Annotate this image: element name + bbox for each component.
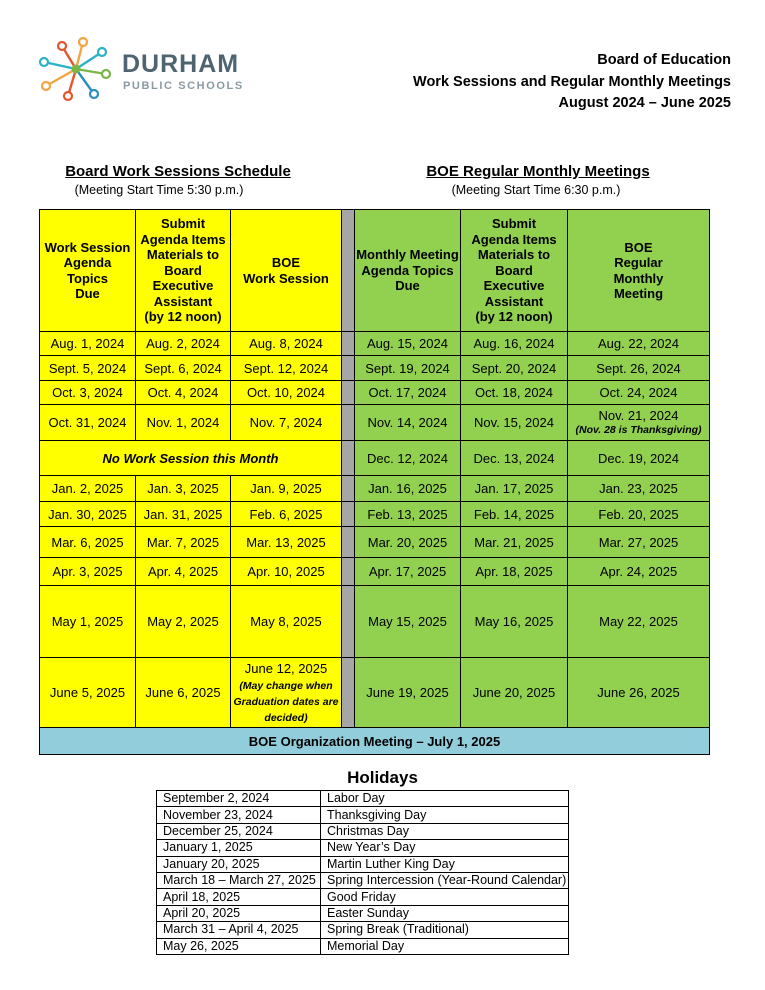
document-header [413, 50, 731, 115]
no-work-session-label: No Work Session this Month [102, 450, 279, 466]
monthly-meeting-date-cell [355, 441, 461, 476]
work-session-date-cell [40, 558, 136, 586]
column-divider [342, 210, 355, 332]
work-session-date-cell [40, 476, 136, 502]
holiday-name: Memorial Day [321, 938, 569, 954]
monthly-meeting-date-cell [461, 476, 568, 502]
date-text: Oct. 24, 2024 [599, 385, 678, 400]
monthly-meeting-date-cell [355, 586, 461, 658]
work-session-date-cell [231, 558, 342, 586]
date-text: Oct. 3, 2024 [52, 385, 123, 400]
date-text: Apr. 10, 2025 [247, 564, 325, 579]
date-text: Mar. 6, 2025 [51, 534, 124, 550]
holiday-name: Labor Day [321, 791, 569, 807]
work-session-date-cell [136, 527, 231, 558]
date-text: Nov. 21, 2024 [598, 408, 679, 423]
col-header-ws-due: Work Session Agenda Topics Due [40, 210, 136, 332]
monthly-meeting-date-cell [355, 356, 461, 381]
date-text: Mar. 21, 2025 [474, 534, 554, 550]
date-text: Sept. 6, 2024 [144, 360, 222, 376]
monthly-meeting-date-cell [568, 527, 710, 558]
holiday-row [157, 856, 569, 872]
monthly-meetings-title: BOE Regular Monthly Meetings [426, 163, 650, 180]
monthly-meeting-date-cell [568, 586, 710, 658]
monthly-meeting-date-cell [355, 405, 461, 441]
work-session-date-cell [136, 381, 231, 405]
date-text: May 1, 2025 [51, 614, 124, 629]
date-text: Jan. 17, 2025 [474, 481, 554, 496]
column-divider [342, 441, 355, 476]
date-text: Nov. 14, 2024 [367, 415, 448, 430]
table-row [40, 527, 710, 558]
date-text: Aug. 2, 2024 [146, 336, 220, 351]
work-session-date-cell [136, 332, 231, 356]
date-text: Nov. 7, 2024 [249, 415, 323, 430]
organization-meeting-label: BOE Organization Meeting – July 1, 2025 [248, 733, 501, 749]
date-text: Dec. 19, 2024 [598, 450, 679, 466]
work-session-date-cell [136, 405, 231, 441]
table-row [40, 381, 710, 405]
schedule-table [39, 209, 710, 755]
holiday-name: Good Friday [321, 889, 569, 905]
work-session-date-cell [40, 405, 136, 441]
date-text: May 8, 2025 [250, 614, 322, 629]
monthly-meeting-date-cell [355, 558, 461, 586]
monthly-meeting-date-cell [461, 527, 568, 558]
holiday-date: May 26, 2025 [157, 938, 321, 954]
holiday-name: Christmas Day [321, 823, 569, 839]
date-text: Jan. 9, 2025 [250, 481, 322, 496]
date-text: May 16, 2025 [474, 614, 554, 629]
monthly-meeting-date-cell [355, 381, 461, 405]
date-text: Sept. 20, 2024 [471, 360, 557, 376]
holiday-row [157, 823, 569, 839]
date-text: Apr. 17, 2025 [368, 564, 447, 579]
date-text: Mar. 20, 2025 [367, 534, 448, 550]
holiday-row [157, 840, 569, 856]
date-text: Sept. 12, 2024 [243, 360, 329, 376]
date-text: Apr. 3, 2025 [52, 564, 123, 579]
work-session-date-cell [231, 658, 342, 728]
date-text: Mar. 27, 2025 [598, 534, 679, 550]
date-text: Sept. 5, 2024 [48, 360, 127, 376]
column-divider [342, 527, 355, 558]
monthly-meeting-date-cell [355, 476, 461, 502]
date-text: June 6, 2025 [145, 685, 221, 700]
holidays-table [156, 790, 569, 955]
date-text: Aug. 1, 2024 [50, 336, 125, 351]
column-divider [342, 356, 355, 381]
date-text: June 20, 2025 [472, 685, 556, 700]
holiday-date: November 23, 2024 [157, 807, 321, 823]
holiday-date: April 18, 2025 [157, 889, 321, 905]
column-divider [342, 658, 355, 728]
col-header-ws-boe: BOE Work Session [231, 210, 342, 332]
logo-subtitle: PUBLIC SCHOOLS [123, 80, 244, 92]
date-text: Oct. 17, 2024 [368, 385, 447, 400]
work-session-date-cell [231, 527, 342, 558]
monthly-meeting-date-cell [568, 356, 710, 381]
date-text: Apr. 24, 2025 [599, 564, 678, 579]
holiday-date: January 1, 2025 [157, 840, 321, 856]
work-session-date-cell [231, 586, 342, 658]
col-header-mm-due: Monthly Meeting Agenda Topics Due [355, 210, 461, 332]
table-row [40, 558, 710, 586]
date-text: Oct. 10, 2024 [246, 385, 326, 400]
header-line-3: August 2024 – June 2025 [558, 95, 731, 111]
monthly-meeting-date-cell [568, 558, 710, 586]
network-logo-icon [38, 36, 114, 102]
date-text: Mar. 7, 2025 [146, 534, 220, 550]
date-text: Oct. 31, 2024 [48, 415, 127, 430]
date-text: May 22, 2025 [599, 614, 678, 629]
column-divider [342, 502, 355, 527]
work-session-date-cell [231, 405, 342, 441]
organization-meeting-cell [40, 728, 710, 755]
holiday-date: December 25, 2024 [157, 823, 321, 839]
monthly-meeting-date-cell [568, 441, 710, 476]
work-session-date-cell [40, 586, 136, 658]
col-header-mm-submit: Submit Agenda Items Materials to Board Executive Assistant (by 12 noon) [461, 210, 568, 332]
monthly-meeting-date-cell [355, 502, 461, 527]
column-divider [342, 558, 355, 586]
no-work-session-cell [40, 441, 342, 476]
holiday-name: Spring Intercession (Year-Round Calendar) [321, 872, 569, 888]
table-row [40, 356, 710, 381]
date-text: Aug. 8, 2024 [249, 336, 323, 351]
date-text: Feb. 13, 2025 [367, 506, 448, 522]
holidays-title: Holidays [347, 768, 418, 787]
logo-title: DURHAM [122, 50, 240, 78]
date-text: Dec. 13, 2024 [473, 450, 555, 466]
work-session-date-cell [40, 332, 136, 356]
monthly-meeting-date-cell [568, 658, 710, 728]
date-note: (Nov. 28 is Thanksgiving) [575, 424, 702, 436]
holiday-row [157, 889, 569, 905]
date-text: Jan. 2, 2025 [51, 481, 124, 496]
header-line-1: Board of Education [597, 52, 731, 68]
work-session-date-cell [40, 527, 136, 558]
holiday-name: Easter Sunday [321, 905, 569, 921]
monthly-meetings-subtitle: (Meeting Start Time 6:30 p.m.) [451, 183, 621, 197]
date-text: Aug. 16, 2024 [473, 336, 555, 351]
date-text: Jan. 3, 2025 [147, 481, 219, 496]
work-session-date-cell [231, 476, 342, 502]
header-line-2: Work Sessions and Regular Monthly Meetings [413, 73, 731, 90]
date-text: June 12, 2025 [244, 660, 328, 676]
organization-meeting-row [40, 728, 710, 755]
work-session-date-cell [136, 658, 231, 728]
holiday-name: Thanksgiving Day [321, 807, 569, 823]
work-session-date-cell [40, 381, 136, 405]
holiday-date: September 2, 2024 [157, 791, 321, 807]
work-session-date-cell [231, 356, 342, 381]
date-text: June 26, 2025 [597, 685, 680, 700]
work-session-date-cell [231, 381, 342, 405]
monthly-meeting-date-cell [461, 441, 568, 476]
column-divider [342, 332, 355, 356]
district-logo [38, 36, 248, 102]
holiday-date: March 18 – March 27, 2025 [157, 872, 321, 888]
work-session-date-cell [40, 502, 136, 527]
work-session-date-cell [231, 332, 342, 356]
holiday-row [157, 938, 569, 954]
monthly-meeting-date-cell [568, 405, 710, 441]
work-session-date-cell [136, 558, 231, 586]
date-text: Jan. 23, 2025 [599, 481, 678, 496]
table-row [40, 441, 710, 476]
monthly-meeting-date-cell [355, 332, 461, 356]
holiday-name: Spring Break (Traditional) [321, 922, 569, 938]
table-header-row [40, 210, 710, 332]
date-note: (May change when Graduation dates are decided) [233, 679, 339, 724]
date-text: Feb. 6, 2025 [249, 506, 323, 522]
holiday-date: January 20, 2025 [157, 856, 321, 872]
date-text: Feb. 14, 2025 [473, 506, 555, 522]
work-session-date-cell [136, 356, 231, 381]
monthly-meeting-date-cell [568, 332, 710, 356]
col-header-mm-meeting: BOE Regular Monthly Meeting [568, 210, 710, 332]
work-session-date-cell [40, 658, 136, 728]
monthly-meeting-date-cell [568, 476, 710, 502]
date-text: Apr. 18, 2025 [475, 564, 553, 579]
work-session-date-cell [231, 502, 342, 527]
monthly-meeting-date-cell [461, 405, 568, 441]
date-text: Mar. 13, 2025 [246, 534, 326, 550]
date-text: Jan. 31, 2025 [143, 506, 223, 522]
table-row [40, 476, 710, 502]
table-row [40, 502, 710, 527]
monthly-meeting-date-cell [461, 356, 568, 381]
work-sessions-title: Board Work Sessions Schedule [65, 163, 291, 180]
date-text: Apr. 4, 2025 [147, 564, 219, 579]
column-divider [342, 586, 355, 658]
holiday-date: March 31 – April 4, 2025 [157, 922, 321, 938]
table-row [40, 405, 710, 441]
date-text: May 2, 2025 [147, 614, 219, 629]
date-text: June 19, 2025 [366, 685, 449, 700]
date-text: May 15, 2025 [368, 614, 447, 629]
table-row [40, 586, 710, 658]
date-text: Aug. 15, 2024 [367, 336, 448, 351]
col-header-ws-submit: Submit Agenda Items Materials to Board Executive Assistant (by 12 noon) [136, 210, 231, 332]
monthly-meeting-date-cell [355, 658, 461, 728]
holiday-date: April 20, 2025 [157, 905, 321, 921]
monthly-meeting-date-cell [461, 586, 568, 658]
holiday-row [157, 872, 569, 888]
monthly-meeting-date-cell [461, 558, 568, 586]
work-session-date-cell [136, 502, 231, 527]
monthly-meeting-date-cell [461, 502, 568, 527]
holiday-name: New Year’s Day [321, 840, 569, 856]
monthly-meeting-date-cell [461, 332, 568, 356]
holiday-row [157, 791, 569, 807]
date-text: Feb. 20, 2025 [598, 506, 679, 522]
monthly-meeting-date-cell [568, 381, 710, 405]
monthly-meeting-date-cell [461, 381, 568, 405]
date-text: June 5, 2025 [49, 685, 126, 700]
work-session-date-cell [136, 586, 231, 658]
holiday-row [157, 807, 569, 823]
work-session-date-cell [40, 356, 136, 381]
table-row [40, 658, 710, 728]
monthly-meeting-date-cell [355, 527, 461, 558]
date-text: Dec. 12, 2024 [367, 450, 448, 466]
date-text: Oct. 4, 2024 [147, 385, 219, 400]
date-text: Jan. 30, 2025 [48, 506, 127, 522]
work-session-date-cell [136, 476, 231, 502]
column-divider [342, 405, 355, 441]
monthly-meeting-date-cell [461, 658, 568, 728]
column-divider [342, 381, 355, 405]
holiday-row [157, 905, 569, 921]
work-sessions-subtitle: (Meeting Start Time 5:30 p.m.) [74, 183, 244, 197]
date-text: Sept. 19, 2024 [365, 360, 450, 376]
date-text: Jan. 16, 2025 [368, 481, 447, 496]
date-text: Sept. 26, 2024 [596, 360, 681, 376]
date-text: Oct. 18, 2024 [474, 385, 554, 400]
table-row [40, 332, 710, 356]
holiday-row [157, 922, 569, 938]
monthly-meeting-date-cell [568, 502, 710, 527]
column-divider [342, 476, 355, 502]
date-text: Aug. 22, 2024 [598, 336, 679, 351]
holiday-name: Martin Luther King Day [321, 856, 569, 872]
date-text: Nov. 15, 2024 [474, 415, 554, 430]
date-text: Nov. 1, 2024 [146, 415, 220, 430]
